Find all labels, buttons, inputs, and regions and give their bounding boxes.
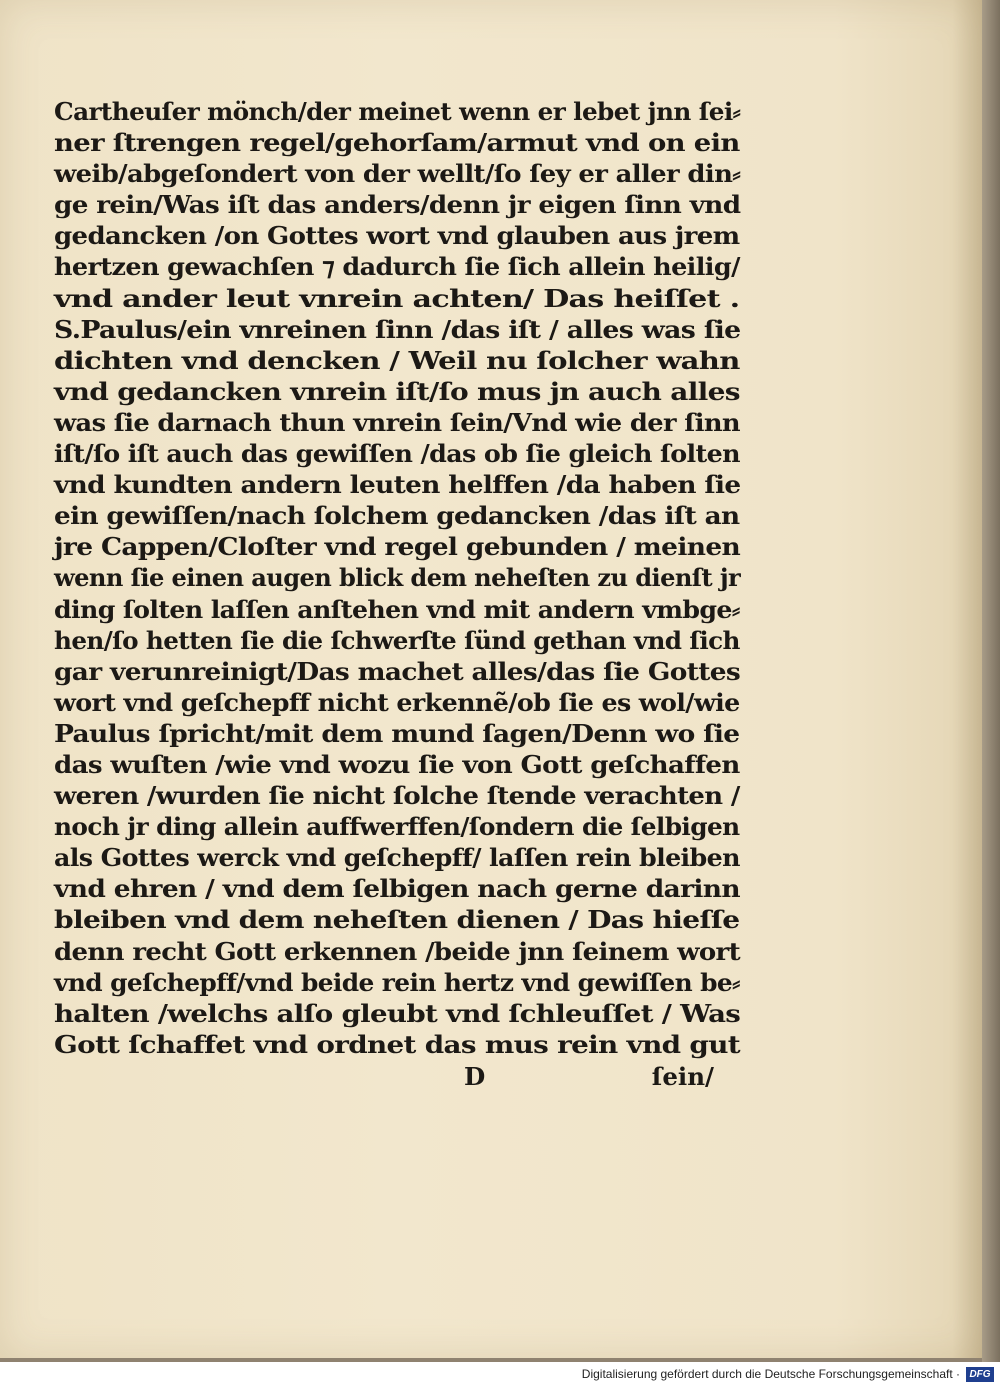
text-block <box>54 96 740 1060</box>
text-line: vnd geſchepff/vnd beide rein hertz vnd gewiſſen be⸗ <box>54 967 740 997</box>
footer-credit: Digitalisierung gefördert durch die Deutsche Forschungsgemeinschaft · <box>581 1367 960 1381</box>
signature-line <box>54 1060 714 1094</box>
signature-mark: D <box>464 1062 486 1091</box>
text-line: hen/ſo hetten ſie die ſchwerſte ſünd gethan vnd ſich <box>54 625 740 655</box>
page-edge <box>982 0 1000 1362</box>
text-line: gedancken /on Gottes wort vnd glauben aus jrem <box>54 221 740 251</box>
text-line: S.Paulus/ein vnreinen ſinn /das iſt / alles was ſie <box>54 314 741 344</box>
text-line: wenn ſie einen augen blick dem neheſten zu dienſt jr <box>54 563 741 593</box>
text-line: halten /welchs alſo gleubt vnd ſchleuſſet / Was <box>54 998 741 1028</box>
text-line: ge rein/Was iſt das anders/denn jr eigen ſinn vnd <box>54 190 741 220</box>
text-line: ner ſtrengen regel/gehorſam/armut vnd on ein <box>54 128 740 158</box>
text-line: gar verunreinigt/Das machet alles/das ſie Gottes <box>54 656 741 686</box>
text-line: vnd kundten andern leuten helffen /da haben ſie <box>54 470 741 500</box>
text-line: denn recht Gott erkennen /beide jnn ſeinem wort <box>54 936 740 966</box>
text-line: als Gottes werck vnd geſchepff/ laſſen rein bleiben <box>54 843 740 873</box>
catchword: ſein/ <box>651 1062 714 1091</box>
text-line: wort vnd geſchepff nicht erkennẽ/ob ſie es wol/wie <box>54 687 740 717</box>
text-line: weib/abgeſondert von der wellt/ſo ſey er aller din⸗ <box>54 159 741 189</box>
text-line: Paulus ſpricht/mit dem mund ſagen/Denn wo ſie <box>54 718 740 748</box>
text-line: ein gewiſſen/nach ſolchem gedancken /das iſt an <box>54 501 740 531</box>
text-line: bleiben vnd dem neheſten dienen / Das hieſſe <box>54 905 740 935</box>
text-line: iſt/ſo iſt auch das gewiſſen /das ob ſie gleich ſolten <box>54 439 740 469</box>
text-line: vnd gedancken vnrein iſt/ſo mus jn auch alles <box>54 376 740 406</box>
text-line: vnd ander leut vnrein achten/ Das heiſſet . <box>54 283 740 313</box>
text-line: jre Cappen/Cloſter vnd regel gebunden / meinen <box>54 532 741 562</box>
text-line: noch jr ding allein auffwerffen/ſondern die ſelbigen <box>54 812 740 842</box>
dfg-logo-icon: DFG <box>966 1367 994 1382</box>
text-line: Gott ſchaffet vnd ordnet das mus rein vnd gut <box>54 1029 740 1059</box>
text-line: das wuſten /wie vnd wozu ſie von Gott geſchaffen <box>54 749 740 779</box>
text-line: vnd ehren / vnd dem ſelbigen nach gerne darinn <box>54 874 740 904</box>
text-line: Cartheuſer mönch/der meinet wenn er lebet jnn ſei⸗ <box>54 97 741 126</box>
text-line: ding ſolten laſſen anſtehen vnd mit andern vmbge⸗ <box>54 594 740 624</box>
text-line: hertzen gewachſen ⁊ dadurch ſie ſich allein heilig/ <box>54 252 740 282</box>
footer-bar <box>0 1362 1000 1388</box>
text-line: was ſie darnach thun vnrein ſein/Vnd wie der ſinn <box>54 407 741 437</box>
text-line: weren /wurden ſie nicht ſolche ſtende verachten / <box>54 781 740 811</box>
text-line: dichten vnd dencken / Weil nu ſolcher wahn <box>54 345 740 375</box>
